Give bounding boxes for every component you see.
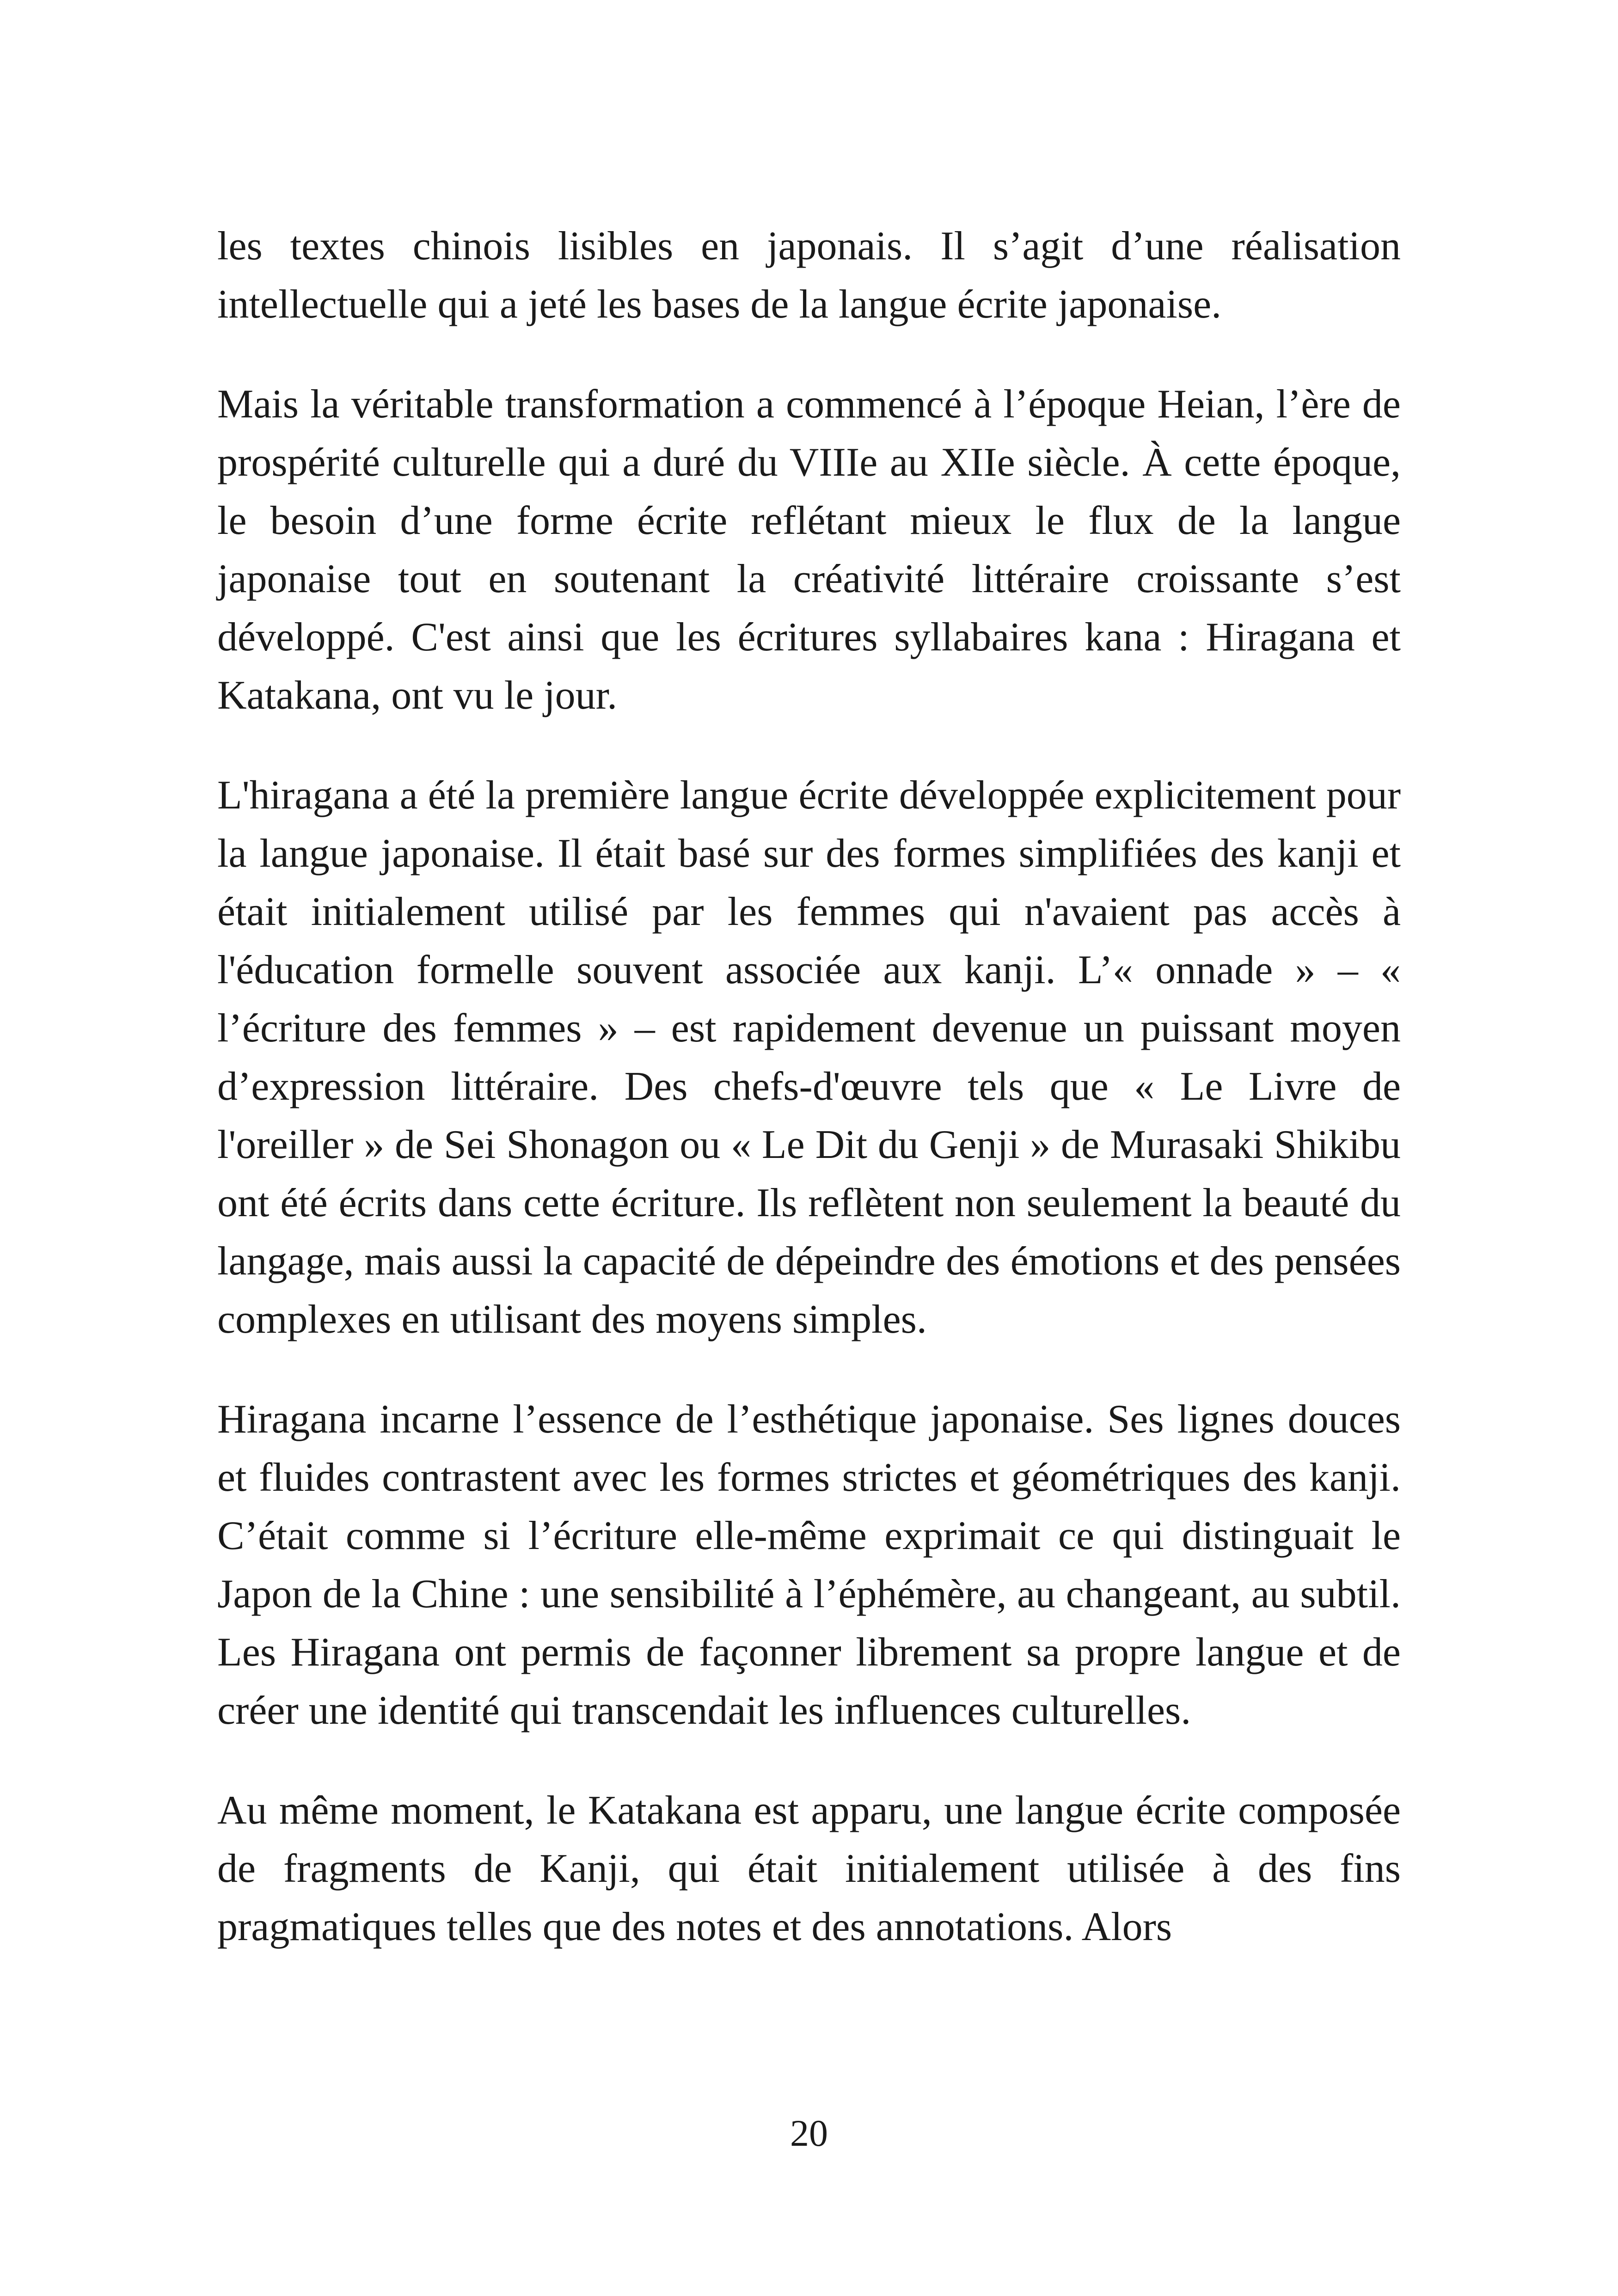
paragraph-4: Hiragana incarne l’essence de l’esthétique japonaise. Ses lignes douces et fluides contrastent avec les formes strictes et géométriques des kanji. C’était comme si l’écriture elle-même exprimait ce qui distinguait le Japon de la Chine : une sensibilité à l’éphémère, au changeant, au subtil. Les Hiragana ont permis de façonner librement sa propre langue et de créer une identité qui transcendait les influences culturelles. <box>217 1397 1401 1733</box>
page-number: 20 <box>790 2112 828 2154</box>
paragraph-1: les textes chinois lisibles en japonais. Il s’agit d’une réalisation intellectuelle qui a jeté les bases de la langue écrite japonaise. <box>217 224 1401 327</box>
body-text <box>217 217 1401 1956</box>
paragraph-3: L'hiragana a été la première langue écrite développée explicitement pour la langue japonaise. Il était basé sur des formes simplifiées des kanji et était initialement utilisé par les femmes qui n'avaient pas accès à l'éducation formelle souvent associée aux kanji. L’« onnade » – « l’écriture des femmes » – est rapidement devenue un puissant moyen d’expression littéraire. Des chefs-d'œuvre tels que « Le Livre de l'oreiller » de Sei Shonagon ou « Le Dit du Genji » de Murasaki Shikibu ont été écrits dans cette écriture. Ils reflètent non seulement la beauté du langage, mais aussi la capacité de dépeindre des émotions et des pensées complexes en utilisant des moyens simples. <box>217 773 1401 1342</box>
paragraph-2: Mais la véritable transformation a commencé à l’époque Heian, l’ère de prospérité culturelle qui a duré du VIIIe au XIIe siècle. À cette époque, le besoin d’une forme écrite reflétant mieux le flux de la langue japonaise tout en soutenant la créativité littéraire croissante s’est développé. C'est ainsi que les écritures syllabaires kana : Hiragana et Katakana, ont vu le jour. <box>217 382 1401 718</box>
paragraph-5: Au même moment, le Katakana est apparu, une langue écrite composée de fragments de Kanji, qui était initialement utilisée à des fins pragmatiques telles que des notes et des annotations. Alors <box>217 1788 1401 1949</box>
